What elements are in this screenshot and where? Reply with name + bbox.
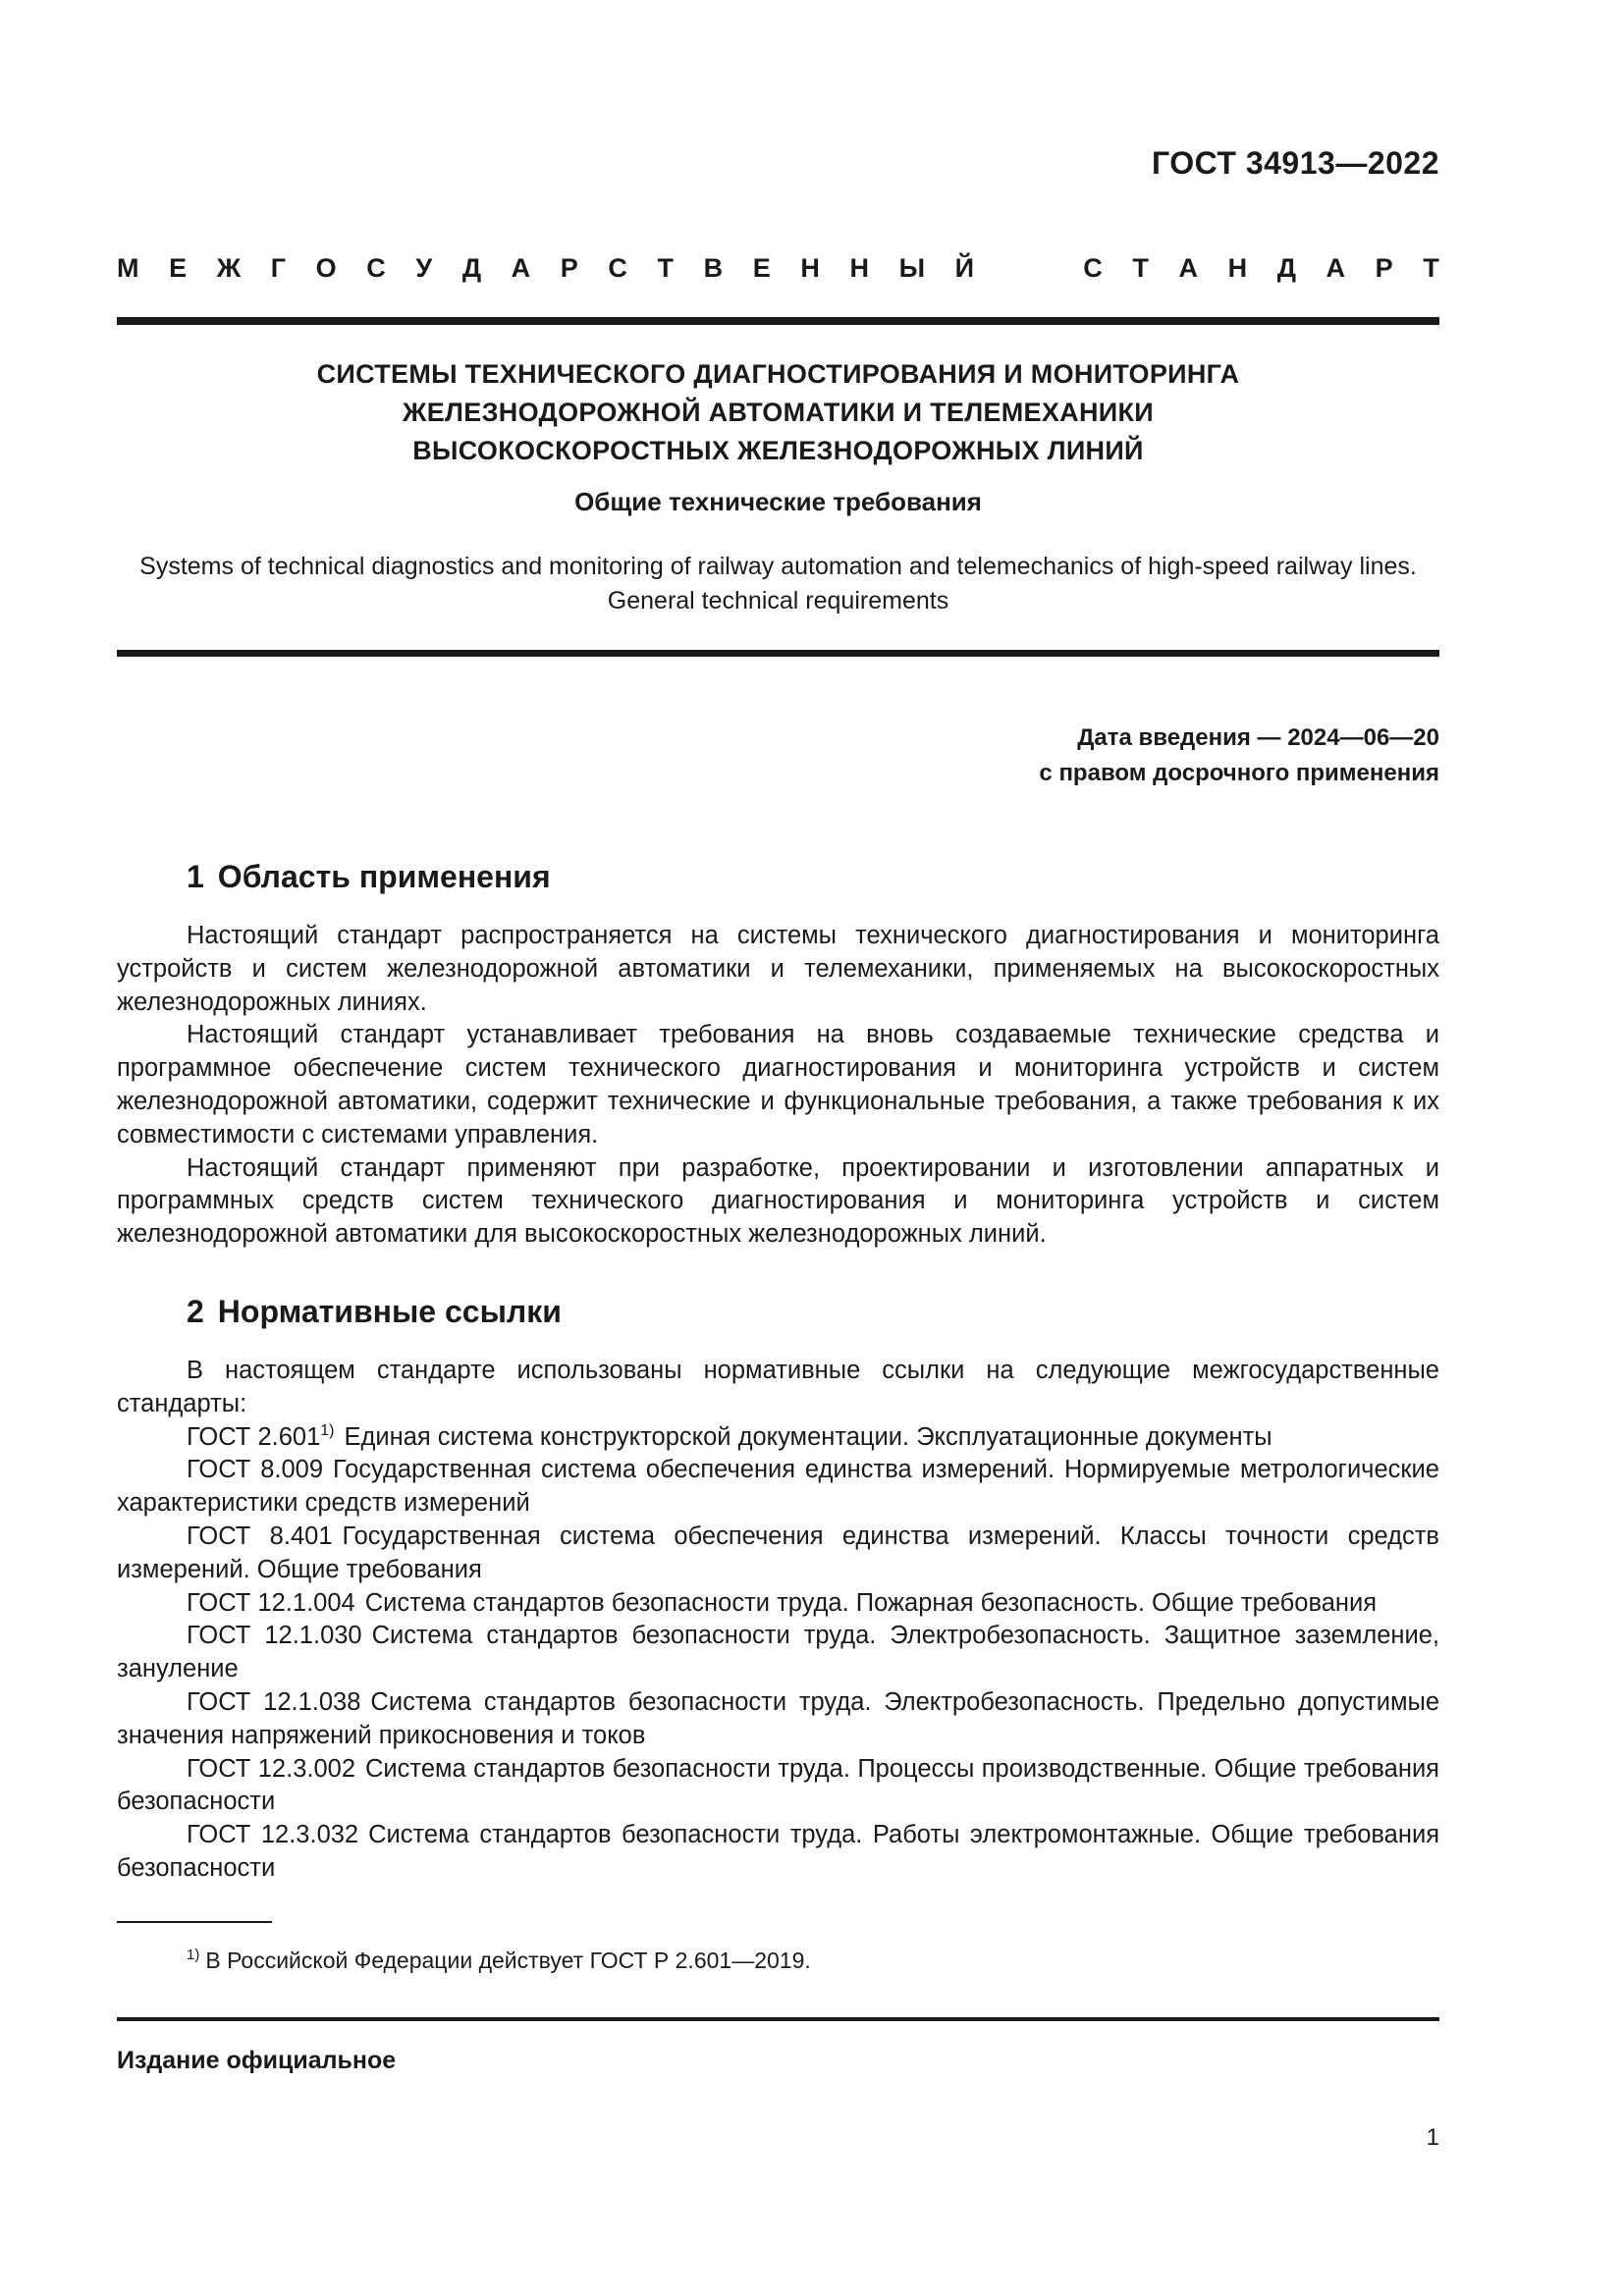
top-divider: [117, 317, 1439, 325]
spaced-letter: Г: [270, 253, 287, 283]
english-title-line: General technical requirements: [607, 587, 949, 614]
intro-date-note: с правом досрочного применения: [1039, 760, 1439, 786]
document-subtitle: Общие технические требования: [574, 487, 982, 516]
reference-code: ГОСТ 2.601: [187, 1422, 321, 1451]
section-2-heading: [187, 1294, 562, 1330]
section-1-heading: [187, 859, 551, 895]
section-number: 2: [187, 1294, 204, 1329]
paragraph: В настоящем стандарте использованы нормативные ссылки на следующие межгосударственные стандарты:: [117, 1357, 1439, 1417]
spaced-letter: С: [366, 253, 386, 283]
reference-title: Единая система конструкторской документации. Эксплуатационные документы: [344, 1422, 1272, 1451]
spaced-letter: С: [608, 253, 627, 283]
spaced-letter: Т: [1132, 253, 1149, 283]
spaced-letter: Ы: [898, 253, 926, 283]
spaced-letter: А: [1326, 253, 1346, 283]
paragraph: Настоящий стандарт устанавливает требования на вновь создаваемые технические средства и программное обеспечение систем технического диагностирования и мониторинга устройств и систем железнодорожной автоматики, содержит технические и функциональные требования, а также требования к их совместимости с системами управления.: [117, 1021, 1439, 1148]
spaced-letter: Р: [1375, 253, 1393, 283]
reference-code: ГОСТ 12.3.002: [187, 1754, 356, 1783]
normative-reference: [117, 1454, 1439, 1521]
spaced-letter: О: [315, 253, 337, 283]
spaced-letter: У: [415, 253, 433, 283]
footnote: [187, 1948, 811, 1974]
official-edition-label: Издание официальное: [117, 2047, 397, 2074]
section-title: Нормативные ссылки: [217, 1294, 562, 1329]
reference-code: ГОСТ 12.1.030: [187, 1622, 362, 1650]
normative-reference: [117, 1587, 1439, 1621]
intro-date-line: Дата введения — 2024—06—20: [1077, 724, 1439, 751]
footnote-marker[interactable]: 1): [320, 1421, 335, 1439]
spaced-letter: С: [1083, 253, 1103, 283]
reference-code: ГОСТ 12.3.032: [187, 1821, 359, 1849]
reference-title: Система стандартов безопасности труда. Работы электромонтажные. Общие требования безопасности: [117, 1821, 1440, 1882]
spaced-letter: Ж: [216, 253, 242, 283]
normative-reference: [117, 1686, 1439, 1753]
reference-title: Государственная система обеспечения единства измерений. Классы точности средств измерений. Общие требования: [117, 1522, 1439, 1583]
spaced-letter: Т: [1423, 253, 1439, 283]
normative-reference: [117, 1819, 1439, 1886]
footnote-mark: 1): [187, 1947, 200, 1963]
spaced-letter: А: [1178, 253, 1198, 283]
reference-code: ГОСТ 12.1.038: [187, 1687, 361, 1716]
reference-code: ГОСТ 8.401: [187, 1522, 333, 1550]
title-line: СИСТЕМЫ ТЕХНИЧЕСКОГО ДИАГНОСТИРОВАНИЯ И МОНИТОРИНГА: [316, 359, 1240, 389]
spaced-letter: Е: [169, 253, 188, 283]
word-gap: [1004, 253, 1054, 289]
normative-reference: [117, 1421, 1439, 1455]
paragraph: Настоящий стандарт применяют при разработке, проектировании и изготовлении аппаратных и программных средств систем технического диагностирования и мониторинга устройств и систем железнодорожной автоматики для высокоскоростных железнодорожных линий.: [117, 1153, 1439, 1249]
standard-type-heading: [117, 253, 1439, 289]
spaced-letter: А: [511, 253, 531, 283]
page-number: 1: [1426, 2124, 1439, 2151]
spaced-letter: Й: [954, 253, 975, 283]
spaced-letter: М: [117, 253, 139, 283]
title-line: ВЫСОКОСКОРОСТНЫХ ЖЕЛЕЗНОДОРОЖНЫХ ЛИНИЙ: [412, 436, 1144, 465]
normative-reference: [117, 1753, 1439, 1820]
spaced-letter: Н: [849, 253, 869, 283]
reference-title: Система стандартов безопасности труда. Электробезопасность. Предельно допустимые значения напряжений прикосновения и токов: [117, 1687, 1439, 1749]
footnote-text: В Российской Федерации действует ГОСТ Р 2.601—2019.: [205, 1948, 811, 1973]
spaced-letter: Р: [560, 253, 578, 283]
spaced-letter: Н: [800, 253, 820, 283]
english-title: [117, 550, 1439, 618]
spaced-letter: Т: [657, 253, 675, 283]
spaced-letter: Е: [752, 253, 771, 283]
paragraph: Настоящий стандарт распространяется на системы технического диагностирования и мониторинга устройств и систем железнодорожной автоматики и телемеханики, применяемых на высокоскоростных железнодорожных линиях.: [117, 922, 1439, 1016]
reference-title: Система стандартов безопасности труда. Электробезопасность. Защитное заземление, зануление: [117, 1622, 1440, 1683]
spaced-letter: Д: [1276, 253, 1296, 283]
document-title: [117, 355, 1439, 470]
section-1-body: [117, 920, 1439, 1252]
spaced-letter: Н: [1227, 253, 1248, 283]
spaced-letter: В: [703, 253, 724, 283]
spaced-letter: Д: [461, 253, 482, 283]
introduction-date: [1039, 721, 1439, 791]
title-divider: [117, 650, 1439, 657]
section-title: Область применения: [217, 859, 551, 894]
footnote-separator: [117, 1921, 272, 1923]
reference-title: Система стандартов безопасности труда. Пожарная безопасность. Общие требования: [364, 1588, 1378, 1617]
normative-reference: [117, 1620, 1439, 1686]
english-title-line: Systems of technical diagnostics and monitoring of railway automation and telemechanics of high-speed railway lines.: [139, 553, 1417, 580]
section-number: 1: [187, 859, 204, 894]
doc-number: ГОСТ 34913—2022: [1151, 145, 1439, 181]
reference-title: Государственная система обеспечения единства измерений. Нормируемые метрологические характеристики средств измерений: [117, 1456, 1439, 1518]
section-2-body: [117, 1355, 1439, 1886]
normative-reference: [117, 1521, 1439, 1587]
title-line: ЖЕЛЕЗНОДОРОЖНОЙ АВТОМАТИКИ И ТЕЛЕМЕХАНИКИ: [403, 398, 1154, 427]
reference-code: ГОСТ 8.009: [187, 1456, 324, 1484]
reference-code: ГОСТ 12.1.004: [187, 1588, 355, 1617]
reference-title: Система стандартов безопасности труда. Процессы производственные. Общие требования безопасности: [117, 1754, 1439, 1816]
footer-divider: [117, 2017, 1439, 2021]
